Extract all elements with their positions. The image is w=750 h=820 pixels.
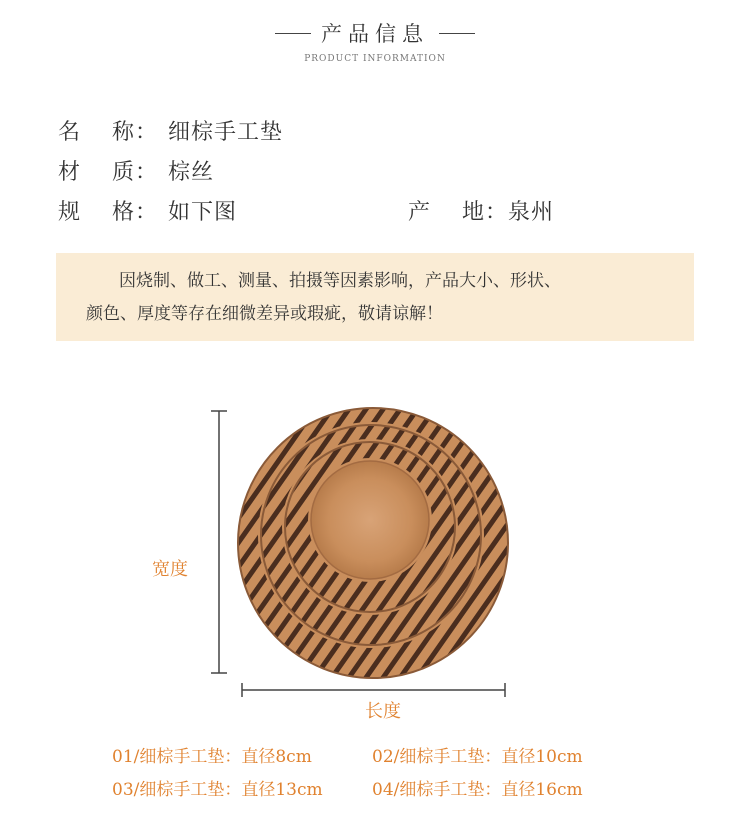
- origin-value: 泉州: [508, 200, 555, 225]
- notice-line-2: 颜色、厚度等存在细微差异或瑕疵，敬请谅解！: [86, 304, 443, 324]
- spec-row-spec: [58, 195, 698, 226]
- length-label: 长度: [365, 701, 401, 722]
- size-item-4: 04/细棕手工垫：直径16cm: [372, 780, 583, 800]
- size-item-3: 03/细棕手工垫：直径13cm: [112, 780, 323, 800]
- spec-row-material: [58, 155, 214, 186]
- spec-value: 如下图: [168, 200, 238, 225]
- material-value: 棕丝: [168, 160, 215, 185]
- spec-label-a: 规: [58, 200, 82, 225]
- size-item-1: 01/细棕手工垫：直径8cm: [112, 747, 312, 767]
- mat-stack-image: [238, 408, 508, 678]
- size-row-1: [112, 742, 583, 767]
- size-item-2: 02/细棕手工垫：直径10cm: [372, 747, 583, 767]
- origin-field: [408, 195, 554, 226]
- notice-box: [56, 253, 694, 341]
- title-left-rule: [275, 33, 311, 34]
- size-row-2: [112, 775, 583, 800]
- name-label-b: 称：: [112, 120, 159, 145]
- section-subtitle: PRODUCT INFORMATION: [304, 54, 446, 64]
- width-label: 宽度: [152, 559, 188, 580]
- origin-label-b: 地：: [462, 200, 509, 225]
- origin-label-a: 产: [408, 200, 432, 225]
- spec-row-name: [58, 115, 283, 146]
- section-header: [0, 18, 750, 64]
- mat-13cm: [261, 425, 481, 645]
- mat-16cm: [238, 408, 508, 678]
- name-label-a: 名: [58, 120, 82, 145]
- notice-line-1: 因烧制、做工、测量、拍摄等因素影响，产品大小、形状、: [119, 271, 561, 291]
- material-label-a: 材: [58, 160, 82, 185]
- title-right-rule: [439, 33, 475, 34]
- mat-10cm: [285, 442, 455, 612]
- mat-8cm: [311, 461, 429, 579]
- spec-label-b: 格：: [112, 200, 159, 225]
- material-label-b: 质：: [112, 160, 159, 185]
- name-value: 细棕手工垫: [168, 120, 284, 145]
- section-title-text: 产品信息: [321, 22, 429, 46]
- section-title: [275, 18, 475, 48]
